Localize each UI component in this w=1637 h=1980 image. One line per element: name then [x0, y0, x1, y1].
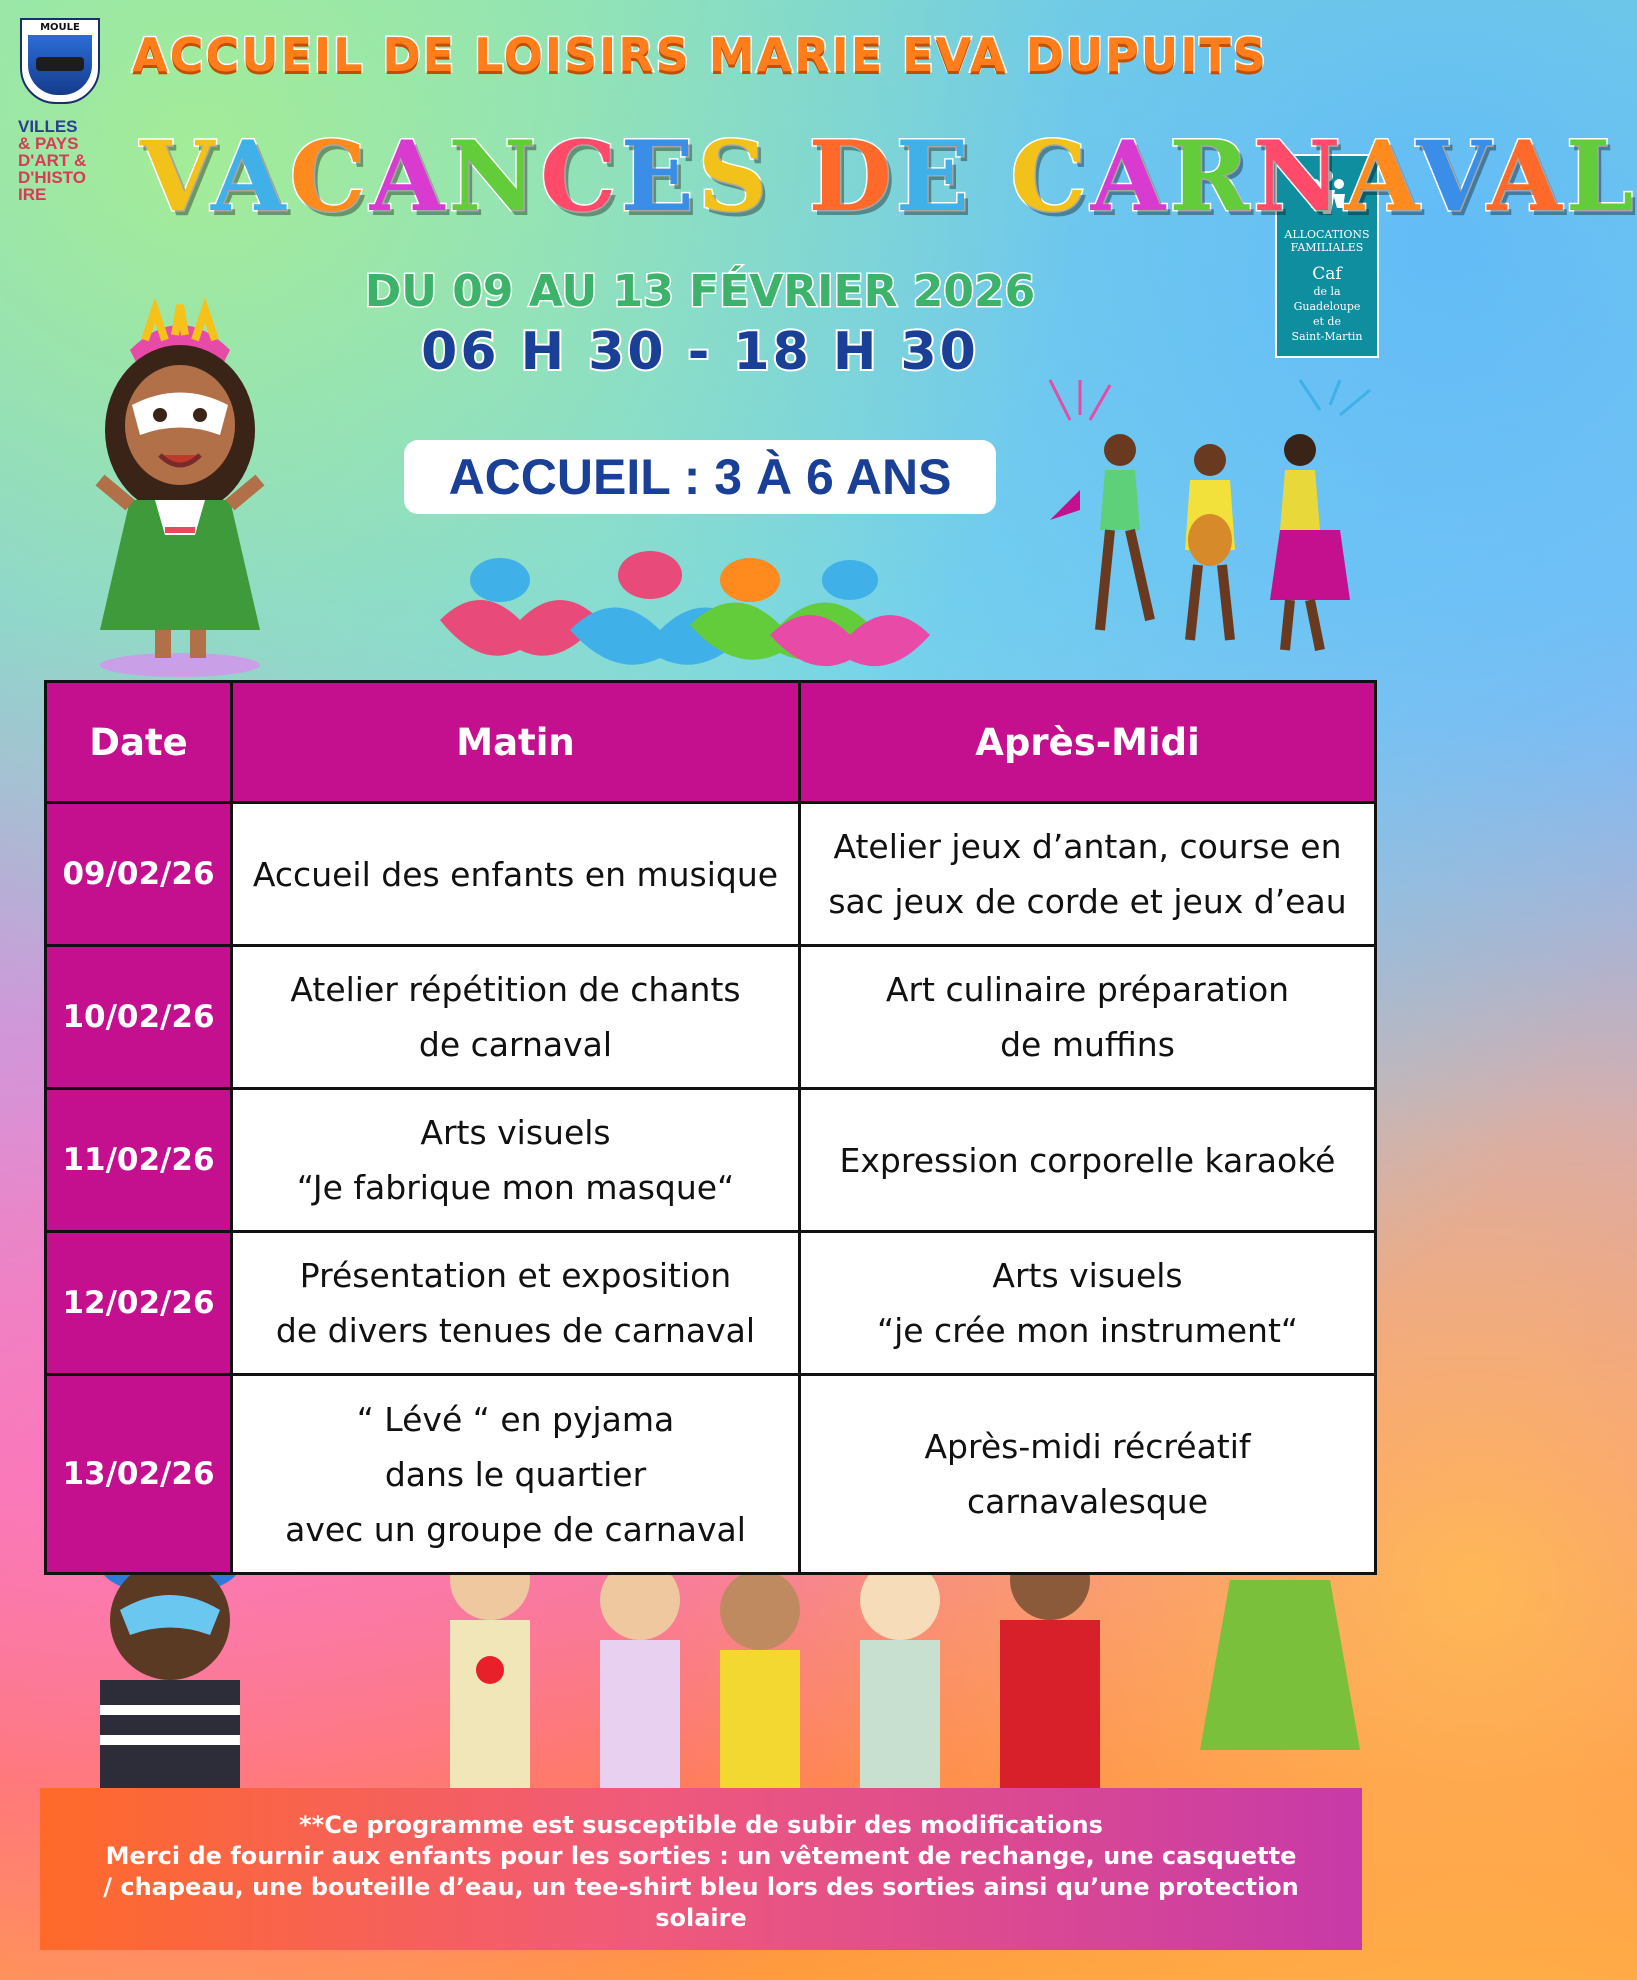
villes-logo-line: VILLES: [18, 117, 78, 136]
caf-region-line: et de: [1313, 315, 1341, 328]
caf-allocations-text: ALLOCATIONS: [1284, 228, 1370, 241]
moule-logo-label: MOULE: [40, 22, 80, 33]
title-letter: S: [697, 120, 772, 233]
activity-line: Atelier jeux d’antan, course en: [833, 827, 1342, 866]
moule-city-logo: [20, 18, 100, 104]
title-letter: A: [1344, 120, 1417, 233]
row-apres-midi-activity: [800, 946, 1376, 1089]
column-header-apres-midi: Après-Midi: [800, 682, 1376, 803]
table-row: [46, 1375, 1376, 1574]
villes-logo-line: IRE: [18, 185, 47, 204]
title-letter: [771, 120, 808, 233]
title-letter: R: [1169, 120, 1253, 233]
footer-line: Merci de fournir aux enfants pour les sorties : un vêtement de rechange, une casquette: [105, 1842, 1297, 1870]
title-letter: A: [211, 120, 290, 233]
title-letter: D: [808, 120, 896, 233]
villes-logo-line: D'HISTO: [18, 168, 86, 187]
carnival-masks-illustration: [420, 540, 940, 700]
villes-pays-art-histoire-logo: [18, 118, 92, 214]
activity-line: Art culinaire préparation: [885, 970, 1290, 1009]
schedule-table: [44, 680, 1377, 1575]
title-letter: C: [289, 120, 370, 233]
row-matin-activity: [232, 1232, 800, 1375]
activity-line: “je crée mon instrument“: [877, 1311, 1298, 1350]
date-range: DU 09 AU 13 FÉVRIER 2026: [364, 266, 1036, 317]
activity-line: Accueil des enfants en musique: [252, 854, 779, 894]
carnival-dancers-illustration: [1040, 380, 1390, 680]
footer-line: **Ce programme est susceptible de subir des modifications: [299, 1811, 1103, 1839]
title-letter: V: [140, 120, 212, 233]
row-date: 13/02/26: [46, 1375, 232, 1574]
row-apres-midi-activity: [800, 1375, 1376, 1574]
activity-line: Après-midi récréatif: [924, 1427, 1251, 1466]
table-row: [46, 1089, 1376, 1232]
title-letter: [973, 120, 1010, 233]
title-letter: A: [369, 120, 449, 233]
table-header-row: [46, 682, 1376, 803]
title-letter: E: [895, 120, 973, 233]
title-letter: N: [1253, 120, 1345, 233]
activity-line: Expression corporelle karaoké: [839, 1140, 1336, 1180]
opening-hours: 06 H 30 - 18 H 30: [421, 322, 979, 382]
row-date: 10/02/26: [46, 946, 232, 1089]
caf-region-line: Saint-Martin: [1291, 330, 1363, 343]
caf-region-line: de la: [1313, 285, 1341, 298]
row-apres-midi-activity: [800, 1089, 1376, 1232]
main-title: [140, 120, 1637, 233]
activity-line: Arts visuels: [420, 1113, 611, 1152]
activity-line: de muffins: [1000, 1025, 1175, 1064]
footer-line: / chapeau, une bouteille d’eau, un tee-shirt bleu lors des sorties ainsi qu’une protection: [103, 1873, 1299, 1901]
title-letter: C: [540, 120, 621, 233]
activity-line: de carnaval: [418, 1025, 613, 1064]
table-row: [46, 803, 1376, 946]
row-date: 12/02/26: [46, 1232, 232, 1375]
row-apres-midi-activity: [800, 803, 1376, 946]
caf-familiales-text: FAMILIALES: [1290, 241, 1364, 254]
row-matin-activity: [232, 1089, 800, 1232]
title-letter: C: [1010, 120, 1091, 233]
title-letter: L: [1565, 120, 1637, 233]
title-letter: E: [620, 120, 698, 233]
column-header-matin: Matin: [232, 682, 800, 803]
organization-title: ACCUEIL DE LOISIRS MARIE EVA DUPUITS: [132, 28, 1268, 82]
activity-line: avec un groupe de carnaval: [285, 1509, 746, 1549]
activity-line: sac jeux de corde et jeux d’eau: [828, 882, 1347, 921]
activity-line: carnavalesque: [966, 1482, 1209, 1521]
title-letter: V: [1416, 120, 1488, 233]
activity-line: Atelier répétition de chants: [290, 970, 741, 1009]
activity-line: dans le quartier: [384, 1454, 647, 1494]
villes-logo-line: D'ART &: [18, 151, 87, 170]
table-row: [46, 1232, 1376, 1375]
shield-icon: [28, 35, 92, 95]
row-apres-midi-activity: [800, 1232, 1376, 1375]
row-date: 09/02/26: [46, 803, 232, 946]
activity-line: de divers tenues de carnaval: [275, 1311, 756, 1350]
activity-line: Arts visuels: [992, 1256, 1183, 1295]
title-letter: A: [1487, 120, 1566, 233]
title-letter: N: [448, 120, 541, 233]
row-matin-activity: [232, 946, 800, 1089]
title-letter: A: [1090, 120, 1170, 233]
caf-region-line: Guadeloupe: [1293, 300, 1361, 313]
table-row: [46, 946, 1376, 1089]
carnival-girl-illustration: [60, 310, 300, 680]
villes-logo-line: & PAYS: [18, 134, 79, 153]
column-header-date: Date: [46, 682, 232, 803]
caf-name: Caf: [1312, 264, 1342, 284]
row-date: 11/02/26: [46, 1089, 232, 1232]
footer-notice: [40, 1788, 1362, 1950]
footer-line: solaire: [655, 1904, 747, 1932]
row-matin-activity: [232, 803, 800, 946]
activity-line: Présentation et exposition: [299, 1256, 732, 1295]
age-group-badge: ACCUEIL : 3 À 6 ANS: [404, 440, 996, 514]
row-matin-activity: [232, 1375, 800, 1574]
activity-line: “ Lévé “ en pyjama: [356, 1399, 675, 1439]
activity-line: “Je fabrique mon masque“: [296, 1168, 735, 1207]
